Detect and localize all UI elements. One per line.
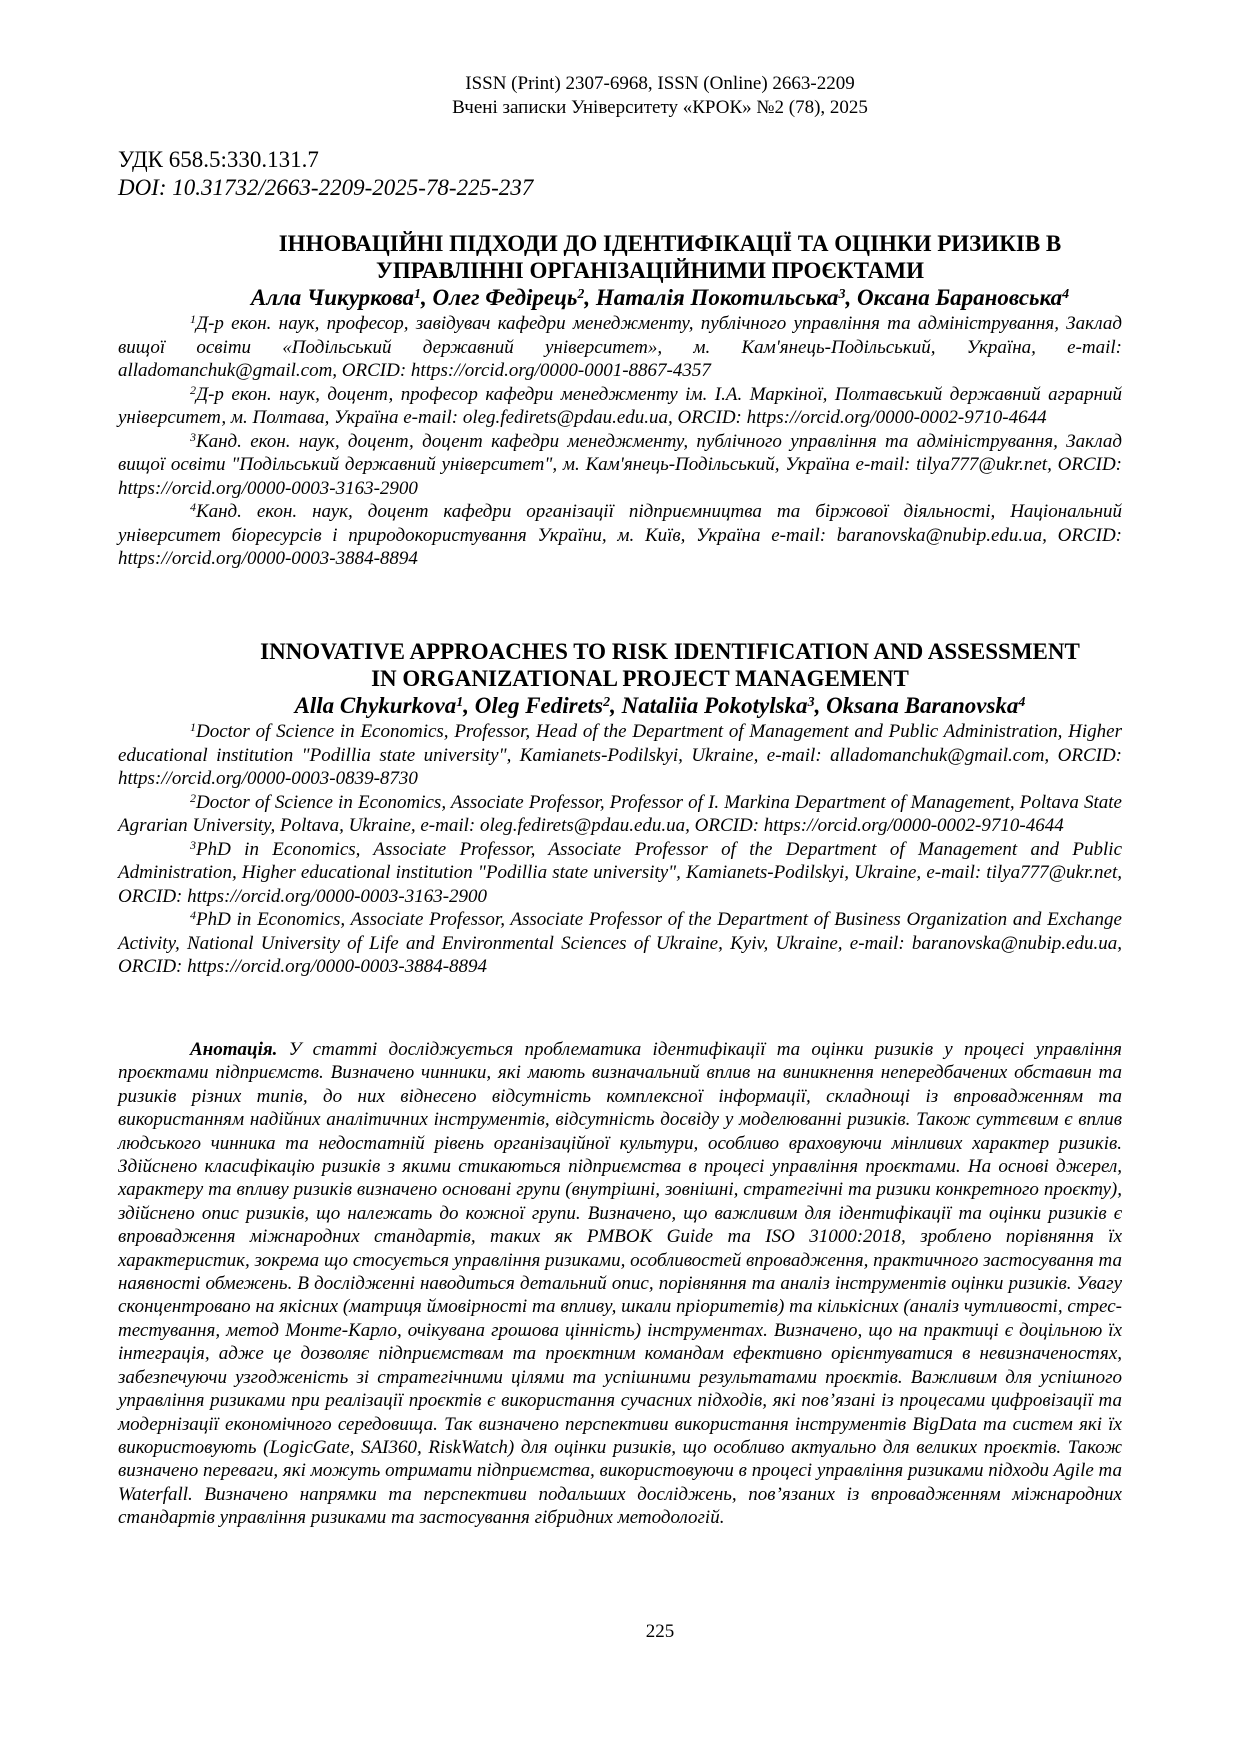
author: Oleg Fedirets$^2$, [474,693,622,718]
author: Олег Федірець$^2$, [432,285,596,310]
title-line-1: INNOVATIVE APPROACHES TO RISK IDENTIFICATION AND ASSESSMENT [260,639,1080,664]
ukrainian-section [118,230,1122,571]
udc-code: УДК 658.5:330.131.7 [118,147,319,172]
affiliation-en-3: $^3$PhD in Economics, Associate Professor, Associate Professor of the Department of Management and Public Administration, Higher educational institution "Podillia state university", Kamianets-Podilskyi, Ukraine, e-mail: tilya777@ukr.net, ORCID: https://orcid.org/0000-0003-3163-2900 [118,837,1122,907]
affiliation-en-2: $^2$Doctor of Science in Economics, Associate Professor, Professor of I. Markina Department of Management, Poltava State Agrarian University, Poltava, Ukraine, e-mail: oleg.fedirets@pdau.edu.ua, ORCID: https://orcid.org/0000-0002-9710-4644 [118,790,1122,836]
authors-en [198,692,1122,720]
page-number: 225 [645,1621,675,1642]
author: Наталія Покотильська$^3$, [595,285,857,310]
abstract [118,1038,1122,1530]
affiliation-ua-3: $^3$Канд. екон. наук, доцент, доцент кафедри менеджменту, публічного управління та адміністрування, Заклад вищої освіти "Подільський державний університет", м. Кам'янець-Подільський, Україна e-mail: tilya777@ukr.net, ORCID: https://orcid.org/0000-0003-3163-2900 [118,429,1122,499]
english-section [118,638,1122,979]
author: Алла Чикуркова$^1$, [250,285,433,310]
article-page [118,0,1122,1755]
journal-header [118,72,1122,120]
abstract-text: У статті досліджується проблематика ідентифікації та оцінки ризиків у процесі управління проєктами підприємств. Визначено чинники, які мають визначальний вплив на виникнення непередбачених обставин та ризиків різних типів, до них віднесено відсутність комплексної інформації, складнощі із впровадженням та використанням надійних аналітичних інструментів, відсутність досвіду у моделюванні ризиків. Також суттєвим є вплив людського чинника та недостатній рівень організаційної культури, особливо враховуючи мінливих характер ризиків. Здійснено класифікацію ризиків з якими стикаються підприємства в процесі управління проєктами. На основі джерел, характеру та впливу ризиків визначено основані групи (внутрішні, зовнішні, стратегічні та ризики конкретного проєкту), здійснено опис ризиків, що належать до кожної групи. Визначено, що важливим для ідентифікації та оцінки ризиків є впровадження міжнародних стандартів, таких як PMBOK Guide та ISO 31000:2018, зроблено порівняння їх характеристик, зокрема що стосується управління ризиками, особливостей впровадження, практичного застосування та наявності обмежень. В дослідженні наводиться детальний опис, порівняння та аналіз інструментів оцінки ризиків. Увагу сконцентровано на якісних (матриця ймовірності та впливу, шкали пріоритетів) та кількісних (аналіз чутливості, стрес-тестування, метод Монте-Карло, очікувана грошова цінність) інструментах. Визначено, що на практиці є доцільною їх інтеграція, адже це дозволяє підприємствам та проєктним командам ефективно орієнтуватися в невизначеностях, забезпечуючи узгодженість зі стратегічними цілями та успішними результатами проєктів. Важливим для успішного управління ризиками при реалізації проєктів є використання сучасних підходів, які пов’язані із процесами цифровізації та модернізації економічного середовища. Так визначено перспективи використання інструментів BigData та систем які їх використовують (LogicGate, SAI360, RiskWatch) для оцінки ризиків, що особливо актуально для великих проєктів. Також визначено переваги, які можуть отримати підприємства, використовуючи в процесі управління ризиками підходи Agile та Waterfall. Визначено напрямки та перспективи подальших досліджень, пов’язаних із впровадженням міжнародних стандартів управління ризиками та застосування гібридних методологій. [118,1039,1123,1529]
author: Nataliia Pokotylska$^3$, [621,693,827,718]
author: Оксана Барановська$^4$ [856,285,1070,310]
affiliation-ua-1: $^1$Д-р екон. наук, професор, завідувач кафедри менеджменту, публічного управління та адміністрування, Заклад вищої освіти «Подільський державний університет», м. Кам'янець-Подільський, Україна, e-mail: alladomanchuk@gmail.com, ORCID: https://orcid.org/0000-0001-8867-4357 [118,312,1122,381]
article-title-ua [118,230,1122,284]
title-line-1: ІННОВАЦІЙНІ ПІДХОДИ ДО ІДЕНТИФІКАЦІЇ ТА ОЦІНКИ РИЗИКІВ В [278,231,1062,256]
journal-line: Вчені записки Університету «КРОК» №2 (78), 2025 [452,97,868,118]
affiliation-en-4: $^4$PhD in Economics, Associate Professor, Associate Professor of the Department of Business Organization and Exchange Activity, National University of Life and Environmental Sciences of Ukraine, Kyiv, Ukraine, e-mail: baranovska@nubip.edu.ua, ORCID: https://orcid.org/0000-0003-3884-8894 [118,908,1122,977]
authors-ua [198,284,1122,312]
article-title-en [118,638,1122,692]
affiliation-ua-4: $^4$Канд. екон. наук, доцент кафедри організації підприємництва та біржової діяльності, Національний університет біоресурсів і природокористування України, м. Київ, Україна e-mail: baranovska@nubip.edu.ua, ORCID: https://orcid.org/0000-0003-3884-8894 [118,500,1122,569]
affiliation-ua-2: $^2$Д-р екон. наук, доцент, професор кафедри менеджменту ім. І.А. Маркіної, Полтавський державний аграрний університет, м. Полтава, Україна e-mail: oleg.fedirets@pdau.edu.ua, ORCID: https://orcid.org/0000-0002-9710-4644 [118,382,1122,428]
author: Alla Chykurkova$^1$, [294,693,475,718]
doi[interactable]: DOI: 10.31732/2663-2209-2025-78-225-237 [118,175,534,200]
affiliation-en-1: $^1$Doctor of Science in Economics, Professor, Head of the Department of Management and Public Administration, Higher educational institution "Podillia state university", Kamianets-Podilskyi, Ukraine, e-mail: alladomanchuk@gmail.com, ORCID: https://orcid.org/0000-0003-0839-8730 [118,720,1122,789]
abstract-label: Анотація. [190,1039,278,1060]
title-line-2: УПРАВЛІННІ ОРГАНІЗАЦІЙНИМИ ПРОЄКТАМИ [375,258,925,283]
author: Oksana Baranovska$^4$ [826,693,1026,718]
title-line-2: IN ORGANIZATIONAL PROJECT MANAGEMENT [371,666,909,691]
issn-line: ISSN (Print) 2307-6968, ISSN (Online) 2663-2209 [465,73,855,94]
